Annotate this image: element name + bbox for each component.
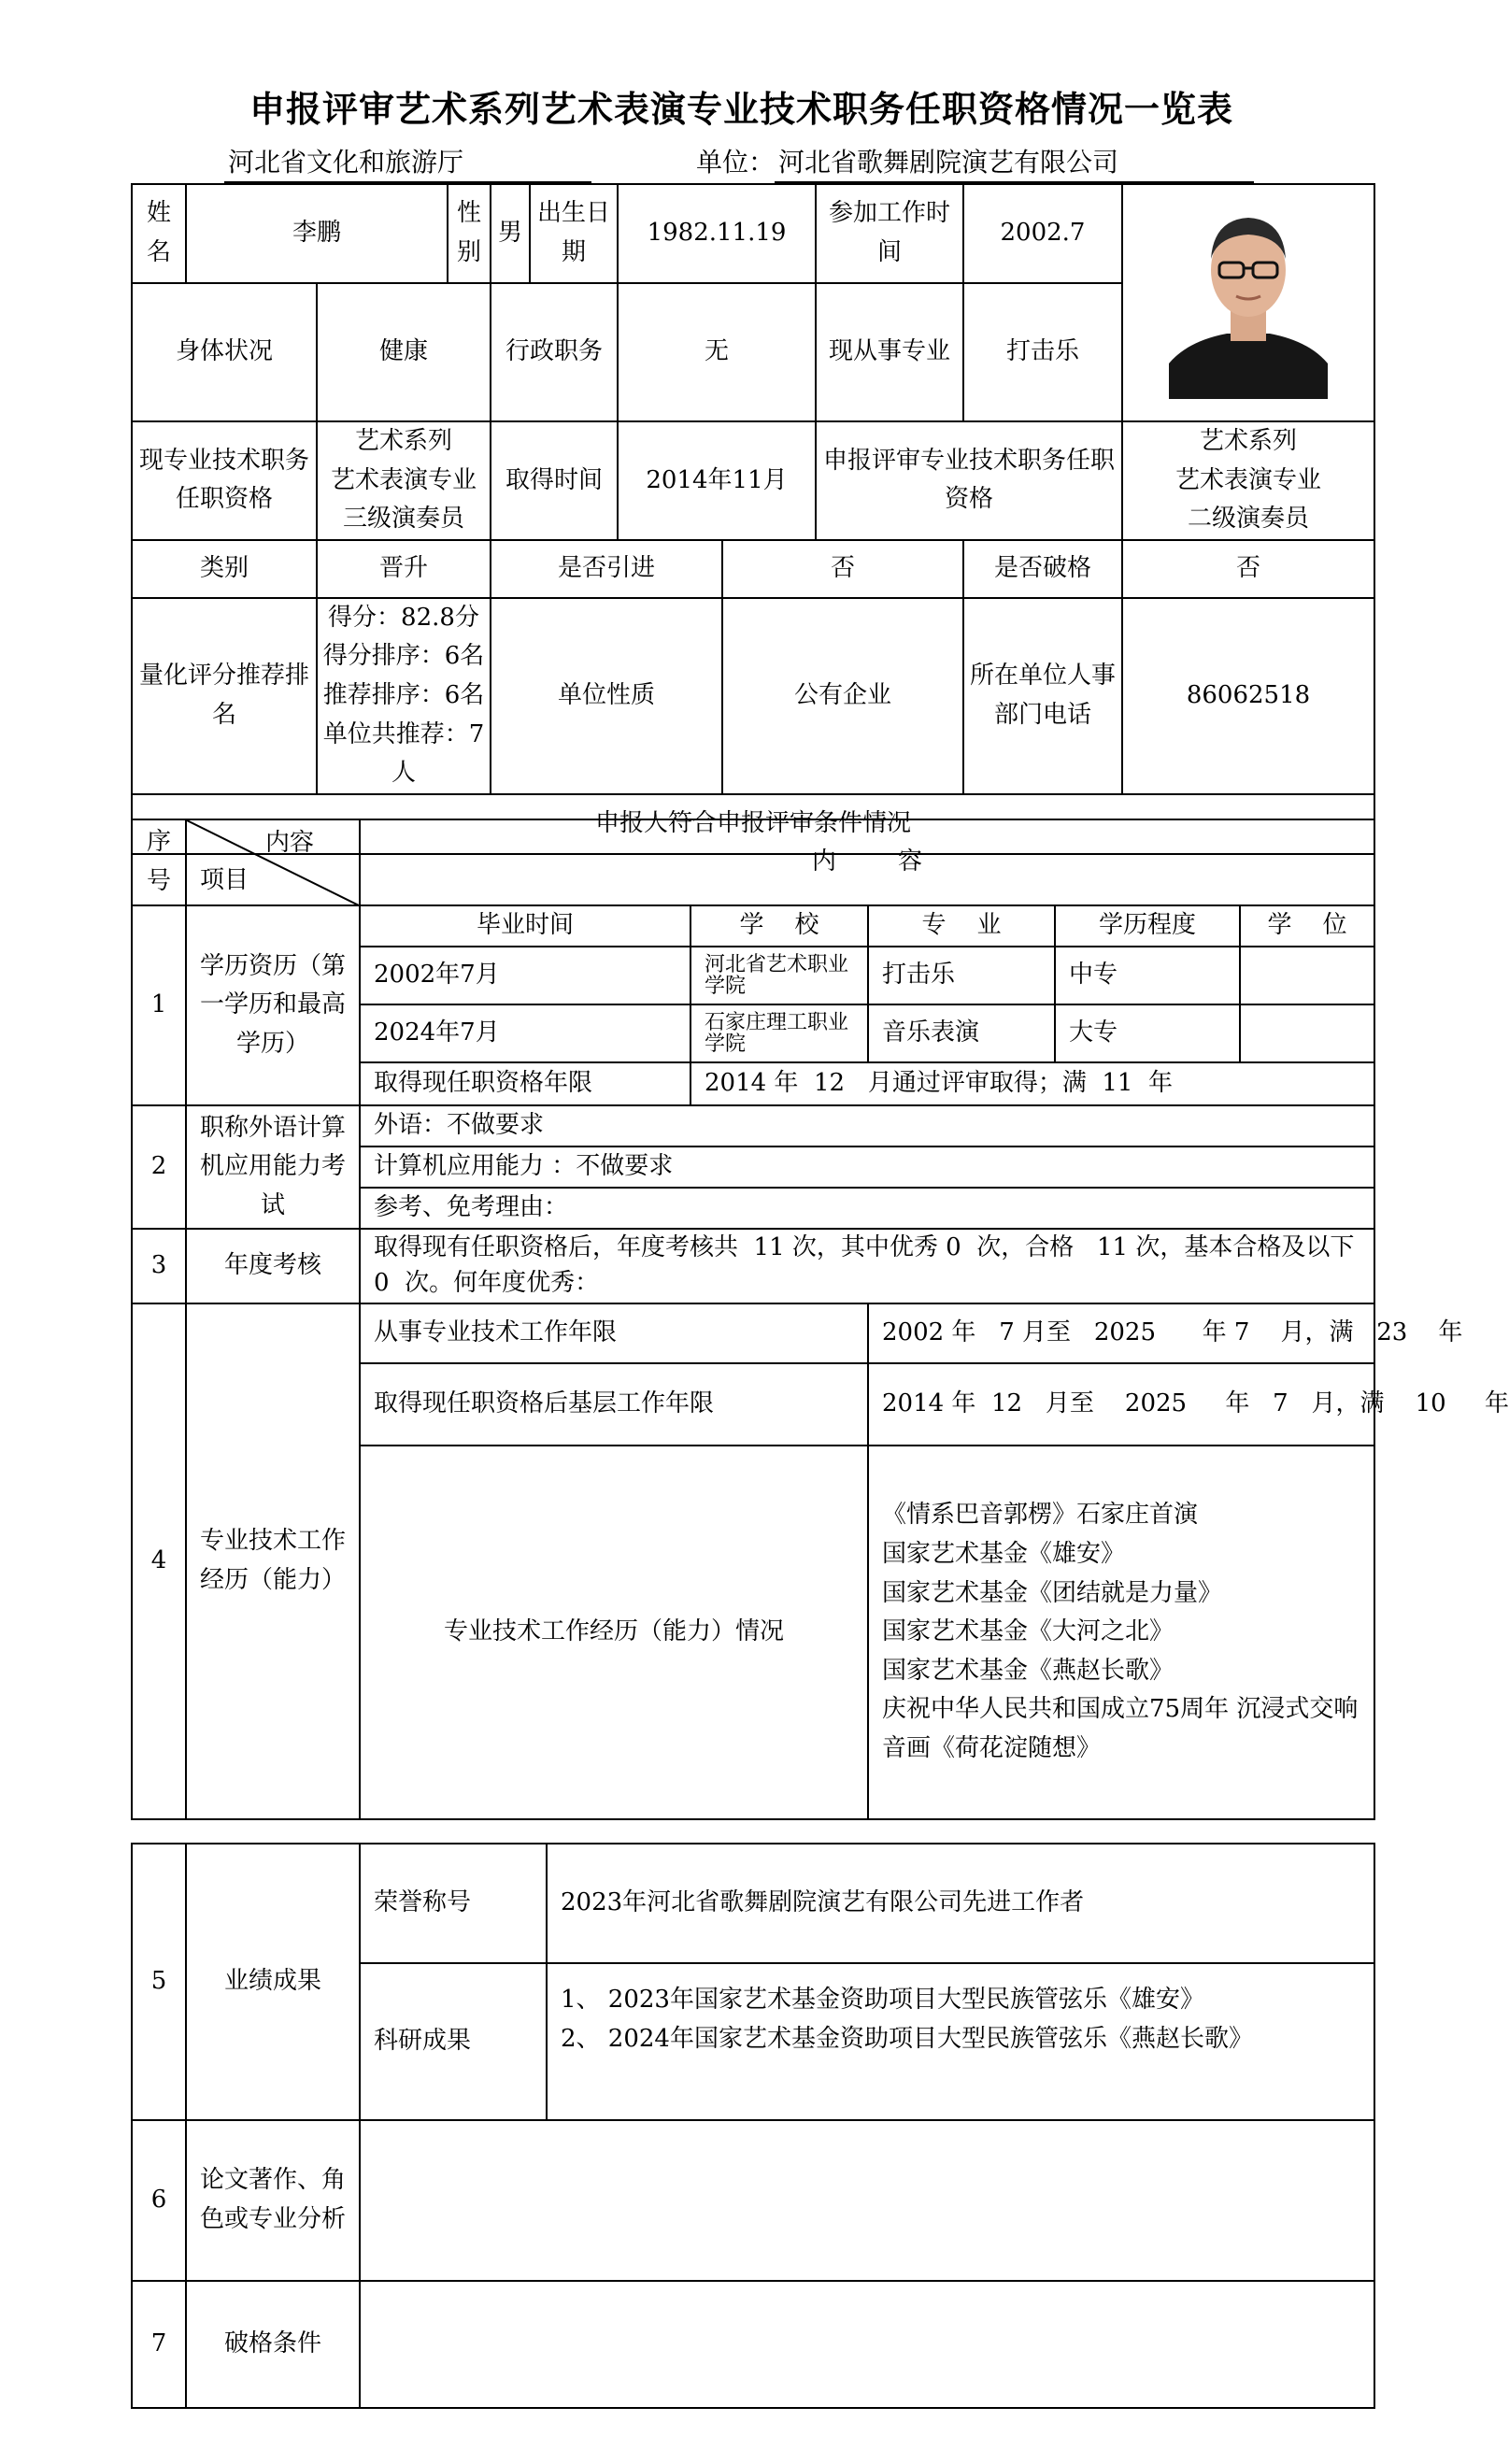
diag-bottom-label: 项目 [200, 866, 249, 895]
edu-col-header: 毕业时间 [360, 905, 690, 947]
work-start-label: 参加工作时间 [816, 184, 963, 283]
cur-qual-value [317, 421, 491, 540]
perf-label: 业绩成果 [186, 1844, 360, 2120]
exception-value: 否 [1122, 540, 1374, 598]
paper-label: 论文著作、角色或专业分析 [186, 2120, 360, 2281]
cur-qual-line: 三级演奏员 [342, 505, 464, 534]
rank-label: 量化评分推荐排名 [132, 598, 317, 794]
obtain-value: 2014年11月 [618, 421, 816, 540]
base-years-label: 取得现任职资格后基层工作年限 [360, 1363, 868, 1446]
current-major-label: 现从事专业 [816, 283, 963, 421]
diagonal-header [186, 819, 360, 905]
edu-col-header: 专 业 [868, 905, 1055, 947]
introduced-value: 否 [722, 540, 963, 598]
item-no: 4 [132, 1303, 186, 1819]
birth-value: 1982.11.19 [618, 184, 816, 283]
edu-years-value: 2014 年 12 月通过评审取得；满 11 年 [690, 1062, 1374, 1105]
conditions-title: 申报人符合申报评审条件情况 [132, 794, 1374, 854]
apply-value [1122, 421, 1374, 540]
edu-school: 河北省艺术职业学院 [690, 947, 868, 1004]
cur-qual-line: 艺术系列 [354, 427, 452, 455]
edu-years-label: 取得现任职资格年限 [360, 1062, 690, 1105]
honor-value: 2023年河北省歌舞剧院演艺有限公司先进工作者 [547, 1844, 1374, 1963]
edu-degree [1240, 947, 1374, 1004]
item-no: 5 [132, 1844, 186, 2120]
dept-name: 河北省文化和旅游厅 [224, 142, 591, 183]
lang-label: 职称外语计算机应用能力考试 [186, 1105, 360, 1229]
health-value: 健康 [317, 283, 491, 421]
category-value: 晋升 [317, 540, 491, 598]
unit-name: 河北省歌舞剧院演艺有限公司 [775, 142, 1254, 183]
rank-line: 得分排序：6名 [322, 642, 485, 671]
unit-nature-label: 单位性质 [491, 598, 722, 794]
seq-label: 序号 [132, 819, 186, 905]
name-value: 李鹏 [186, 184, 448, 283]
work-label: 专业技术工作经历（能力） [186, 1303, 360, 1819]
exception-label: 是否破格 [963, 540, 1122, 598]
current-major-value: 打击乐 [963, 283, 1122, 421]
annual-text: 取得现有任职资格后，年度考核共 11 次，其中优秀 0 次，合格 11 次，基本合格及以下 0 次。何年度优秀： [360, 1229, 1374, 1303]
unit-field [696, 142, 1254, 183]
experience-item: 国家艺术基金《雄安》 [882, 1540, 1126, 1569]
apply-line: 艺术表演专业 [1174, 465, 1321, 494]
content-header: 内 容 [360, 819, 1374, 905]
edu-major: 音乐表演 [868, 1004, 1055, 1062]
item-no: 2 [132, 1105, 186, 1229]
edu-col-header: 学 位 [1240, 905, 1374, 947]
obtain-label: 取得时间 [491, 421, 618, 540]
experience-list [868, 1446, 1374, 1819]
experience-item: 国家艺术基金《燕赵长歌》 [882, 1656, 1174, 1685]
unit-nature-value: 公有企业 [722, 598, 963, 794]
dept-field [224, 142, 591, 183]
admin-label: 行政职务 [491, 283, 618, 421]
computer-requirement: 计算机应用能力 ：不做要求 [360, 1147, 1374, 1188]
name-label: 姓名 [132, 184, 186, 283]
foreign-requirement: 外语：不做要求 [360, 1105, 1374, 1147]
apply-label: 申报评审专业技术职务任职资格 [816, 421, 1122, 540]
cur-qual-label: 现专业技术职务任职资格 [132, 421, 317, 540]
experience-item: 国家艺术基金《大河之北》 [882, 1617, 1174, 1646]
basic-info-table [131, 183, 1375, 855]
edu-time: 2002年7月 [360, 947, 690, 1004]
rank-values [317, 598, 491, 794]
achievements-table [131, 1843, 1375, 2409]
edu-time: 2024年7月 [360, 1004, 690, 1062]
exception-cond-value [360, 2281, 1374, 2408]
edu-col-header: 学 校 [690, 905, 868, 947]
category-label: 类别 [132, 540, 317, 598]
experience-item: 庆祝中华人民共和国成立75周年 沉浸式交响音画《荷花淀随想》 [882, 1695, 1359, 1762]
apply-line: 艺术系列 [1199, 427, 1297, 455]
research-item: 2、 2024年国家艺术基金资助项目大型民族管弦乐《燕赵长歌》 [561, 2024, 1253, 2053]
exception-cond-label: 破格条件 [186, 2281, 360, 2408]
edu-label: 学历资历（第一学历和最高学历） [186, 905, 360, 1105]
exempt-reason: 参考、免考理由： [360, 1188, 1374, 1229]
base-years-value: 2014 年 12 月至 2025 年 7 月，满 10 年 [868, 1363, 1374, 1446]
birth-label: 出生日期 [530, 184, 618, 283]
rank-line: 得分：82.8分 [328, 603, 479, 632]
applicant-photo [1169, 193, 1328, 399]
unit-label: 单位： [696, 147, 776, 178]
paper-value [360, 2120, 1374, 2281]
cur-qual-line: 艺术表演专业 [330, 465, 477, 494]
hr-phone-label: 所在单位人事部门电话 [963, 598, 1122, 794]
health-label: 身体状况 [132, 283, 317, 421]
item-no: 6 [132, 2120, 186, 2281]
diag-top-label: 内容 [264, 829, 314, 857]
edu-degree [1240, 1004, 1374, 1062]
sex-value: 男 [491, 184, 530, 283]
annual-label: 年度考核 [186, 1229, 360, 1303]
experience-item: 《情系巴音郭楞》石家庄首演 [882, 1501, 1199, 1530]
work-start-value: 2002.7 [963, 184, 1122, 283]
apply-line: 二级演奏员 [1187, 505, 1309, 534]
edu-level: 大专 [1055, 1004, 1240, 1062]
research-list [547, 1963, 1374, 2120]
rank-line: 推荐排序：6名 [322, 680, 485, 709]
edu-col-header: 学历程度 [1055, 905, 1240, 947]
item-no: 1 [132, 905, 186, 1105]
research-label: 科研成果 [360, 1963, 547, 2120]
admin-value: 无 [618, 283, 816, 421]
hr-phone-value: 86062518 [1122, 598, 1374, 794]
photo-cell [1122, 184, 1374, 421]
item-no: 3 [132, 1229, 186, 1303]
experience-item: 国家艺术基金《团结就是力量》 [882, 1578, 1223, 1607]
introduced-label: 是否引进 [491, 540, 722, 598]
page-title: 申报评审艺术系列艺术表演专业技术职务任职资格情况一览表 [249, 89, 1233, 130]
item-no: 7 [132, 2281, 186, 2408]
edu-level: 中专 [1055, 947, 1240, 1004]
work-years-value: 2002 年 7 月至 2025 年 7 月，满 23 年 [868, 1303, 1374, 1363]
experience-label: 专业技术工作经历（能力）情况 [360, 1446, 868, 1819]
work-years-label: 从事专业技术工作年限 [360, 1303, 868, 1363]
edu-major: 打击乐 [868, 947, 1055, 1004]
research-item: 1、 2023年国家艺术基金资助项目大型民族管弦乐《雄安》 [561, 1986, 1204, 2014]
conditions-table [131, 819, 1509, 1820]
sex-label: 性别 [448, 184, 491, 283]
edu-school: 石家庄理工职业学院 [690, 1004, 868, 1062]
rank-line: 单位共推荐：7人 [322, 719, 485, 788]
honor-label: 荣誉称号 [360, 1844, 547, 1963]
